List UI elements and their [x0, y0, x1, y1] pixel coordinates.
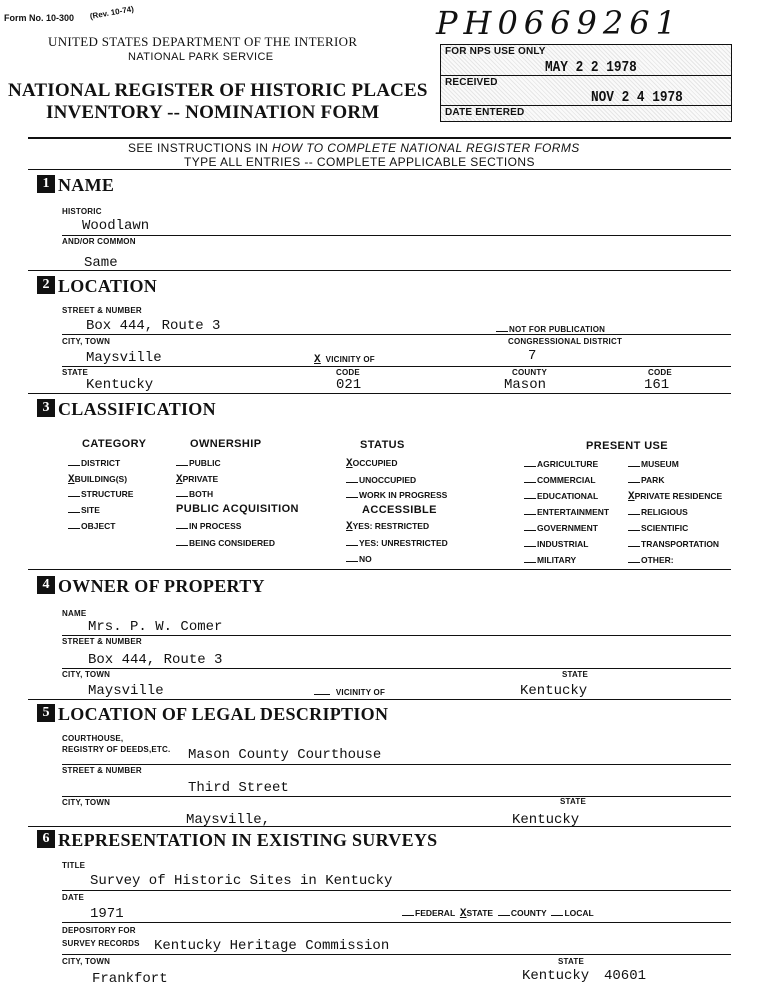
form-number: Form No. 10-300: [4, 13, 75, 23]
section-2-heading: [37, 276, 157, 297]
status-heading: STATUS: [360, 439, 405, 451]
option-text: OBJECT: [81, 521, 116, 531]
option-text: PRIVATE RESIDENCE: [634, 491, 723, 501]
instructions-line-1: [128, 141, 580, 155]
section-number: 6: [37, 830, 55, 848]
survey-title-value: Survey of Historic Sites in Kentucky: [90, 873, 393, 889]
legal-street-label: STREET & NUMBER: [62, 766, 142, 775]
owner-state-value: Kentucky: [520, 683, 588, 699]
nfp-text: NOT FOR PUBLICATION: [509, 325, 606, 334]
check-mark: X: [346, 458, 353, 470]
vicinity-text: VICINITY OF: [325, 355, 375, 364]
received-stamp: MAY 2 2 1978: [545, 59, 637, 76]
option-text: OCCUPIED: [352, 458, 398, 468]
category-buildings: [68, 474, 127, 486]
form-title-2: INVENTORY -- NOMINATION FORM: [46, 102, 380, 123]
common-label: AND/OR COMMON: [62, 237, 136, 246]
option-text: BOTH: [189, 489, 214, 499]
option-text: BEING CONSIDERED: [189, 538, 275, 548]
depository-state-value: Kentucky: [522, 968, 590, 984]
option-text: AGRICULTURE: [537, 459, 599, 469]
survey-title-label: TITLE: [62, 861, 86, 870]
option-text: OTHER:: [641, 555, 674, 565]
location-street-value: Box 444, Route 3: [86, 318, 221, 334]
form-title-1: NATIONAL REGISTER OF HISTORIC PLACES: [8, 80, 428, 101]
option-text: ENTERTAINMENT: [537, 507, 610, 517]
check-mark: X: [628, 491, 635, 503]
option-text: INDUSTRIAL: [537, 539, 589, 549]
survey-title-rule: [62, 890, 731, 891]
legal-state-label: STATE: [560, 797, 587, 806]
option-text: MILITARY: [537, 555, 577, 565]
section-6-heading: [37, 830, 438, 851]
option-text: NO: [359, 554, 372, 564]
option-text: YES: UNRESTRICTED: [359, 538, 448, 548]
owner-city-value: Maysville: [88, 683, 164, 699]
category-site: [68, 505, 100, 515]
level-county: COUNTY: [510, 908, 547, 918]
use-educational: [524, 491, 598, 501]
entered-stamp: NOV 2 4 1978: [591, 89, 683, 106]
section-2-rule: [28, 393, 731, 394]
street-rule: [62, 334, 731, 335]
use-industrial: [524, 539, 588, 549]
handwritten-reference-id: PH0669261: [436, 4, 682, 42]
owner-name-rule: [62, 635, 731, 636]
location-state-value: Kentucky: [86, 377, 154, 393]
use-scientific: [628, 523, 688, 533]
accessible-heading: ACCESSIBLE: [362, 504, 437, 516]
accessible-restricted: [346, 521, 429, 533]
option-text: SITE: [81, 505, 100, 515]
section-3-rule: [28, 569, 731, 570]
congressional-district-label: CONGRESSIONAL DISTRICT: [508, 337, 623, 346]
location-city-value: Maysville: [86, 350, 162, 366]
option-text: YES: RESTRICTED: [352, 521, 430, 531]
depository-label-2: SURVEY RECORDS: [62, 939, 140, 948]
present-use-heading: PRESENT USE: [586, 440, 669, 452]
street-number-label: STREET & NUMBER: [62, 306, 142, 315]
use-religious: [628, 507, 688, 517]
state-code-label: CODE: [336, 368, 360, 377]
option-text: TRANSPORTATION: [641, 539, 720, 549]
depository-rule: [62, 954, 731, 955]
survey-date-label: DATE: [62, 893, 84, 902]
congressional-district-value: 7: [528, 348, 537, 364]
option-text: BUILDING(S): [74, 474, 128, 484]
city-town-label: CITY, TOWN: [62, 337, 111, 346]
public-acquisition-heading: PUBLIC ACQUISITION: [176, 503, 299, 515]
option-text: PARK: [641, 475, 665, 485]
check-mark: X: [346, 521, 353, 533]
category-structure: [68, 489, 133, 499]
depository-city-label: CITY, TOWN: [62, 957, 111, 966]
legal-street-value: Third Street: [188, 780, 289, 796]
survey-level-options: [402, 908, 594, 920]
accessible-no: [346, 554, 372, 564]
instructions-line-2: TYPE ALL ENTRIES -- COMPLETE APPLICABLE SECTIONS: [184, 155, 535, 169]
status-occupied: [346, 458, 397, 470]
owner-street-value: Box 444, Route 3: [88, 652, 223, 668]
section-1-heading: [37, 175, 114, 196]
ownership-public: [176, 458, 221, 468]
owner-street-label: STREET & NUMBER: [62, 637, 142, 646]
county-code-label: CODE: [648, 368, 672, 377]
acquisition-being-considered: [176, 538, 275, 548]
courthouse-value: Mason County Courthouse: [188, 747, 382, 763]
survey-date-value: 1971: [90, 906, 124, 922]
section-title: LOCATION: [58, 276, 158, 296]
legal-city-value: Maysville,: [186, 812, 271, 828]
section-1-rule: [28, 270, 731, 271]
level-local: LOCAL: [564, 908, 594, 918]
category-district: [68, 458, 120, 468]
ownership-private: [176, 474, 218, 486]
category-object: [68, 521, 115, 531]
option-text: STRUCTURE: [81, 489, 134, 499]
state-label: STATE: [62, 368, 89, 377]
section-title: NAME: [58, 175, 115, 195]
use-agriculture: [524, 459, 598, 469]
section-number: 1: [37, 175, 55, 193]
option-text: MUSEUM: [641, 459, 679, 469]
use-other: [628, 555, 674, 565]
use-transportation: [628, 539, 719, 549]
nps-use-box: [440, 44, 732, 122]
registry-label: REGISTRY OF DEEDS,ETC.: [62, 745, 171, 754]
status-unoccupied: [346, 475, 416, 485]
header-rule: [28, 137, 731, 139]
county-label: COUNTY: [512, 368, 547, 377]
check-mark: X: [68, 474, 75, 486]
form-revision: (Rev. 10-74): [89, 4, 135, 21]
option-text: UNOCCUPIED: [359, 475, 417, 485]
depository-state-label: STATE: [558, 957, 585, 966]
county-code-value: 161: [644, 377, 670, 393]
department-name: UNITED STATES DEPARTMENT OF THE INTERIOR: [48, 34, 358, 49]
section-title: LOCATION OF LEGAL DESCRIPTION: [58, 704, 389, 724]
section-title: CLASSIFICATION: [58, 399, 216, 419]
historic-label: HISTORIC: [62, 207, 102, 216]
owner-vicinity-label: [314, 687, 385, 697]
owner-city-label: CITY, TOWN: [62, 670, 111, 679]
option-text: GOVERNMENT: [537, 523, 598, 533]
owner-name-label: NAME: [62, 609, 87, 618]
accessible-unrestricted: [346, 538, 448, 548]
instructions-prefix: SEE INSTRUCTIONS IN: [128, 141, 273, 155]
date-entered-label: DATE ENTERED: [445, 107, 525, 118]
nps-box-label: FOR NPS USE ONLY: [445, 46, 546, 57]
section-number: 4: [37, 576, 55, 594]
option-text: EDUCATIONAL: [537, 491, 599, 501]
vicinity-of-label: [314, 354, 375, 366]
category-heading: CATEGORY: [82, 438, 147, 450]
status-work-in-progress: [346, 490, 447, 500]
check-mark: X: [176, 474, 183, 486]
owner-state-label: STATE: [562, 670, 589, 679]
section-number: 5: [37, 704, 55, 722]
ownership-both: [176, 489, 213, 499]
legal-street-rule: [62, 796, 731, 797]
historic-rule: [62, 235, 731, 236]
option-text: COMMERCIAL: [537, 475, 596, 485]
legal-state-value: Kentucky: [512, 812, 580, 828]
section-4-heading: [37, 576, 265, 597]
use-government: [524, 523, 598, 533]
survey-date-rule: [62, 922, 731, 923]
courthouse-rule: [62, 764, 731, 765]
level-state: STATE: [466, 908, 494, 918]
instructions-rule: [28, 169, 731, 170]
level-federal: FEDERAL: [415, 908, 456, 918]
use-park: [628, 475, 664, 485]
option-text: IN PROCESS: [189, 521, 242, 531]
section-number: 3: [37, 399, 55, 417]
option-text: PUBLIC: [189, 458, 221, 468]
use-entertainment: [524, 507, 609, 517]
service-name: NATIONAL PARK SERVICE: [128, 51, 274, 63]
common-name-value: Same: [84, 255, 118, 271]
city-rule: [62, 366, 731, 367]
section-number: 2: [37, 276, 55, 294]
vicinity-mark: X: [314, 354, 321, 366]
option-text: SCIENTIFIC: [641, 523, 689, 533]
depository-label-1: DEPOSITORY FOR: [62, 926, 136, 935]
section-title: OWNER OF PROPERTY: [58, 576, 265, 596]
depository-value: Kentucky Heritage Commission: [154, 938, 390, 954]
check-mark: X: [459, 908, 467, 920]
owner-name-value: Mrs. P. W. Comer: [88, 619, 223, 635]
depository-city-value: Frankfort: [92, 971, 168, 987]
ownership-heading: OWNERSHIP: [190, 438, 262, 450]
historic-name-value: Woodlawn: [82, 218, 150, 234]
use-commercial: [524, 475, 596, 485]
option-text: WORK IN PROGRESS: [359, 490, 448, 500]
vicinity-text: VICINITY OF: [335, 688, 386, 697]
legal-city-label: CITY, TOWN: [62, 798, 111, 807]
section-5-rule: [28, 826, 731, 827]
owner-street-rule: [62, 668, 731, 669]
received-label: RECEIVED: [445, 77, 498, 88]
instructions-reference: HOW TO COMPLETE NATIONAL REGISTER FORMS: [272, 141, 580, 155]
not-for-publication-label: [496, 324, 605, 334]
depository-zip-value: 40601: [604, 968, 647, 984]
section-title: REPRESENTATION IN EXISTING SURVEYS: [58, 830, 438, 850]
section-4-rule: [28, 699, 731, 700]
section-5-heading: [37, 704, 388, 725]
option-text: DISTRICT: [81, 458, 121, 468]
use-military: [524, 555, 576, 565]
acquisition-in-process: [176, 521, 241, 531]
section-3-heading: [37, 399, 216, 420]
option-text: PRIVATE: [182, 474, 219, 484]
option-text: RELIGIOUS: [641, 507, 688, 517]
courthouse-label: COURTHOUSE,: [62, 734, 124, 743]
state-code-value: 021: [336, 377, 362, 393]
use-museum: [628, 459, 679, 469]
use-private-residence: [628, 491, 722, 503]
county-value: Mason: [504, 377, 547, 393]
